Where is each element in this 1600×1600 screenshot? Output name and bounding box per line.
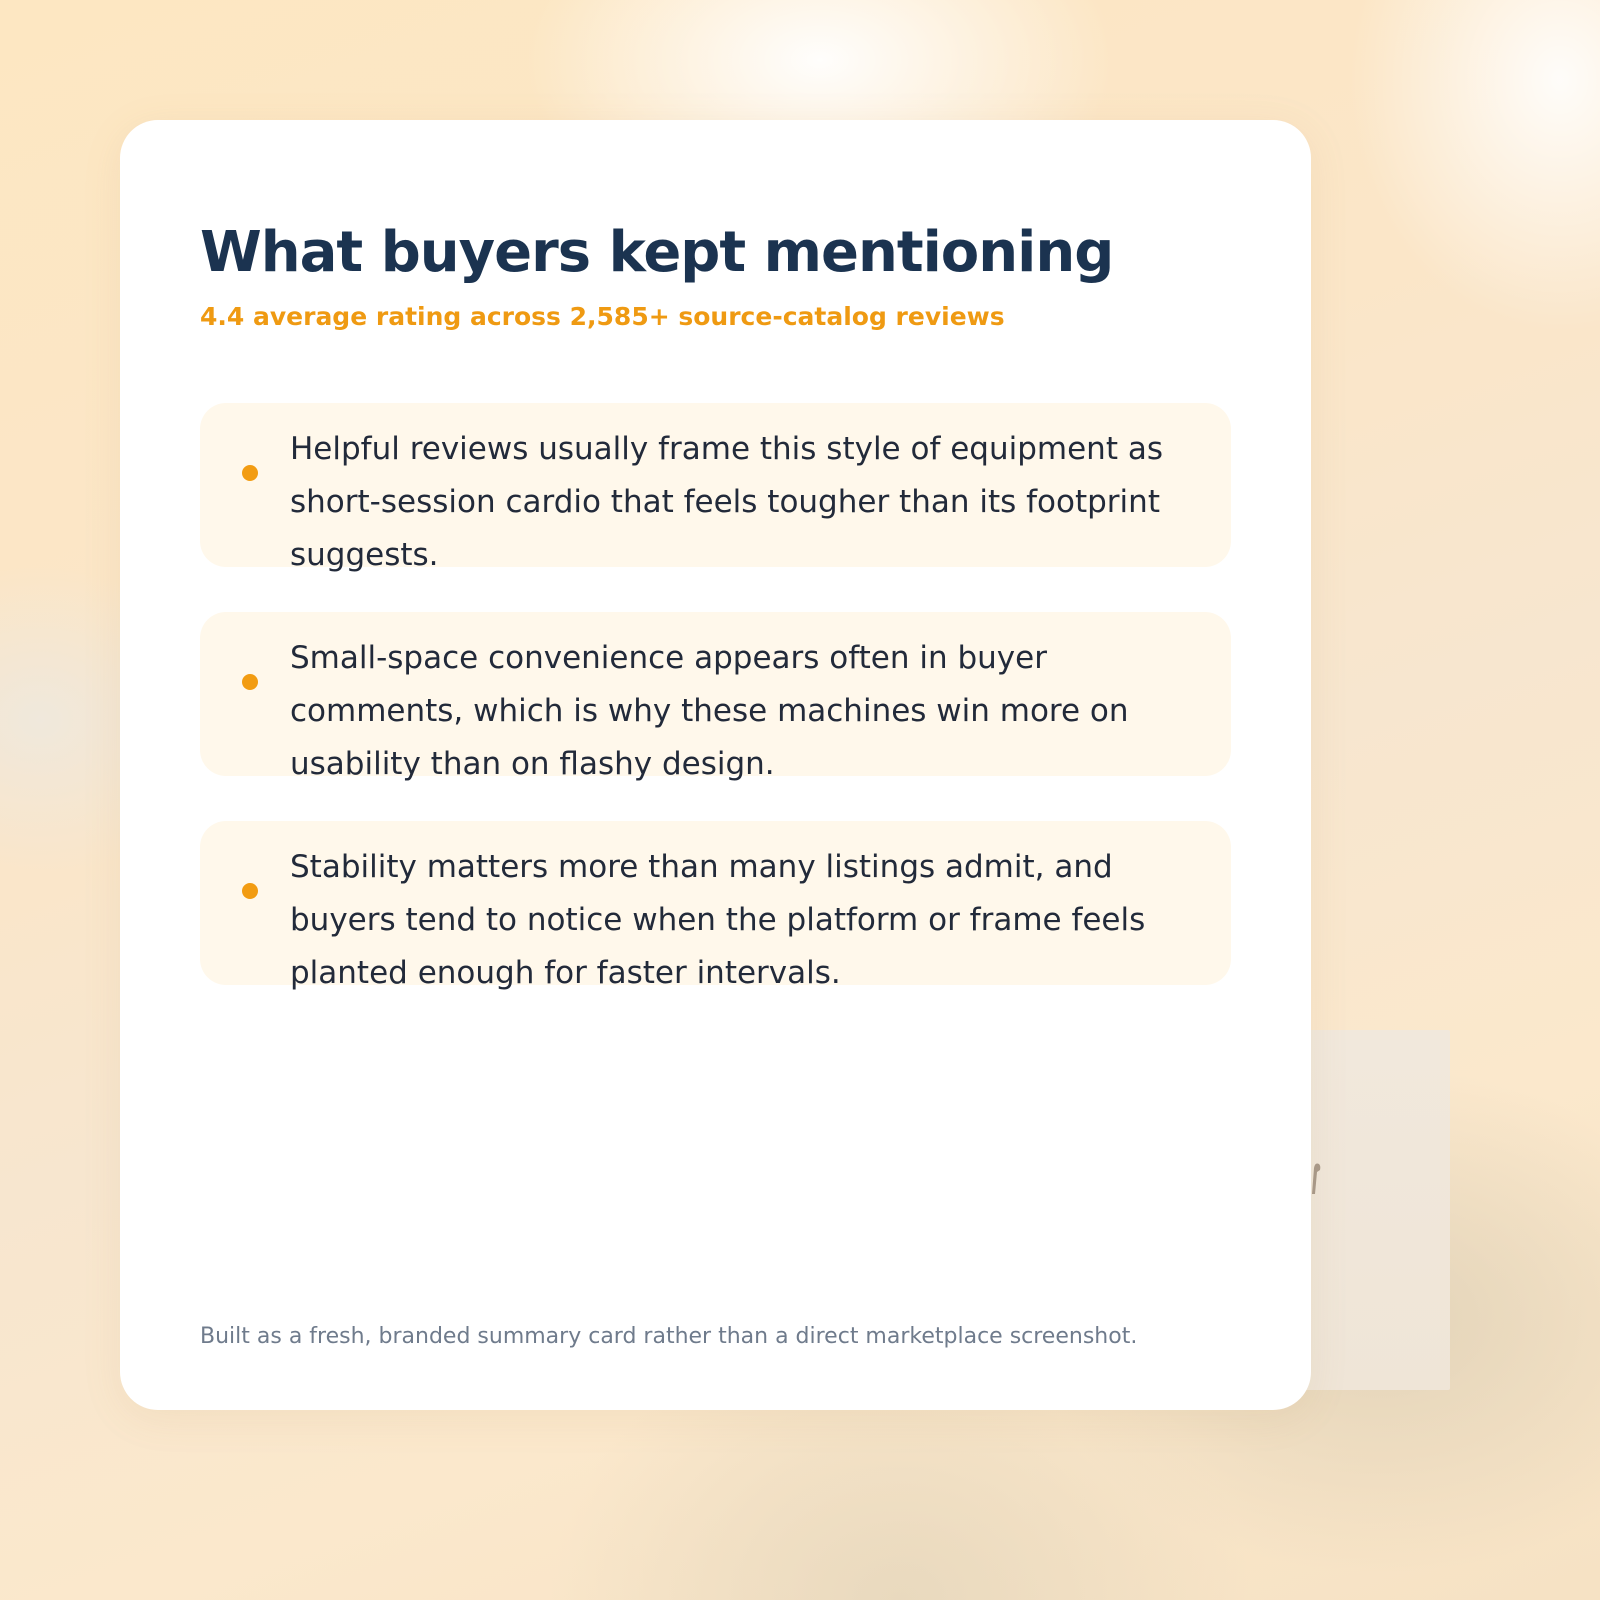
rating-summary: 4.4 average rating across 2,585+ source-catalog reviews (200, 302, 1005, 331)
list-item-text: Stability matters more than many listings admit, and buyers tend to notice when the platform or frame feels planted enough for faster intervals. (290, 849, 1146, 991)
list-item (200, 612, 1231, 782)
footnote: Built as a fresh, branded summary card rather than a direct marketplace screenshot. (200, 1324, 1138, 1349)
list-item (200, 403, 1231, 573)
bullet-dot-icon (242, 883, 258, 899)
card-title: What buyers kept mentioning (200, 220, 1114, 285)
mention-list (200, 403, 1231, 1030)
bullet-dot-icon (242, 465, 258, 481)
summary-card (120, 120, 1311, 1410)
list-item (200, 821, 1231, 991)
list-item-text: Small-space convenience appears often in buyer comments, which is why these machines win more on usability than on flashy design. (290, 640, 1129, 782)
bullet-dot-icon (242, 674, 258, 690)
list-item-text: Helpful reviews usually frame this style of equipment as short-session cardio that feels tougher than its footprint suggests. (290, 431, 1163, 573)
